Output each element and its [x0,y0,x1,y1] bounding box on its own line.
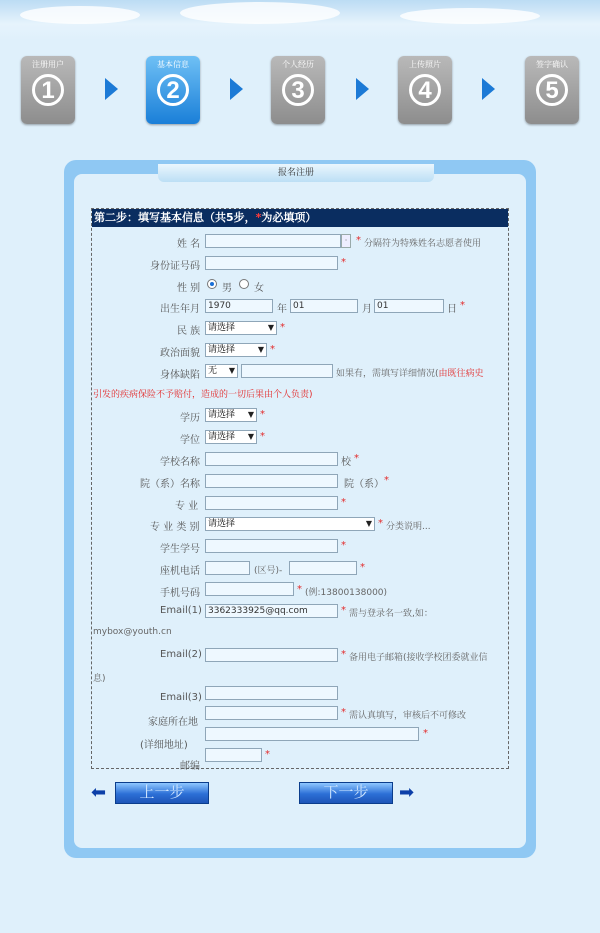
step-3-number: 3 [282,74,314,106]
disability-select[interactable]: 无 ▼ [205,364,238,378]
student-id-input[interactable] [205,539,338,553]
gender-female-radio[interactable] [239,279,249,289]
sky-banner [0,0,600,40]
address-input[interactable] [205,727,419,741]
email3-label: Email(3) [160,692,202,703]
name-label: 姓 名 [177,239,201,250]
home-label: 家庭所在地 [148,717,198,728]
student-id-label: 学生学号 [160,544,200,555]
gender-label: 性 别 [177,283,201,294]
name-separator-button[interactable]: · [341,234,351,248]
mobile-input[interactable] [205,582,294,596]
step-4 [398,56,452,124]
political-select[interactable]: 请选择 ▼ [205,343,267,357]
arrow-right-icon [105,78,118,100]
major-category-hint-link[interactable]: 分类说明... [386,522,431,532]
step-4-label: 上传照片 [409,60,441,69]
idcard-input[interactable] [205,256,338,270]
postcode-input[interactable] [205,748,262,762]
major-category-label: 专 业 类 别 [150,522,200,533]
area-hint: (区号)- [254,566,283,576]
panel-tab-title: 报名注册 [158,164,434,182]
birth-year-input[interactable]: 1970 [205,299,273,313]
mobile-label: 手机号码 [160,588,200,599]
required-mark: * [423,728,428,739]
college-input[interactable] [205,474,338,488]
ethnic-label: 民 族 [177,326,201,337]
prev-step-button[interactable]: 上一步 [115,782,209,804]
required-mark: * [260,409,265,420]
education-select[interactable]: 请选择 ▼ [205,408,257,422]
degree-label: 学位 [180,435,200,446]
birth-month-input[interactable]: 01 [290,299,358,313]
step-1-number: 1 [32,74,64,106]
email2-label: Email(2) [160,649,202,660]
arrow-right-icon [482,78,495,100]
name-hint: 分隔符为特殊姓名志愿者使用 [364,239,482,249]
school-suffix: 校 [341,457,351,468]
step-1-label: 注册用户 [32,60,64,69]
required-mark: * [384,475,389,486]
college-label: 院（系）名称 [140,479,200,490]
year-unit: 年 [277,304,287,315]
step-3 [271,56,325,124]
disability-detail-input[interactable] [241,364,333,378]
step-4-number: 4 [409,74,441,106]
address-label: (详细地址) [140,740,188,751]
step-2-number: 2 [157,74,189,106]
birth-day-input[interactable]: 01 [374,299,444,313]
mobile-hint: (例:13800138000) [305,588,388,598]
step-2 [146,56,200,124]
email1-hint: 需与登录名一致,如： [349,609,433,619]
gender-female-label: 女 [254,283,264,294]
required-mark: * [270,344,275,355]
required-mark: * [460,300,465,311]
gender-male-radio[interactable] [207,279,217,289]
progress-steps [0,56,600,126]
step-2-label: 基本信息 [157,60,189,69]
email1-label: Email(1) [160,605,202,616]
email2-hint: 备用电子邮箱(接收学校团委就业信 [349,653,488,663]
degree-select[interactable]: 请选择 ▼ [205,430,257,444]
school-input[interactable] [205,452,338,466]
step-1 [21,56,75,124]
home-hint: 需认真填写，审核后不可修改 [349,711,467,721]
ethnic-select[interactable]: 请选择 ▼ [205,321,277,335]
major-label: 专 业 [175,501,199,512]
next-step-button[interactable]: 下一步 [299,782,393,804]
major-category-select[interactable]: 请选择 ▼ [205,517,375,531]
required-mark: * [341,540,346,551]
required-mark: * [341,257,346,268]
required-mark: * [354,453,359,464]
landline-label: 座机电话 [160,566,200,577]
name-input[interactable] [205,234,341,248]
home-input[interactable] [205,706,338,720]
next-arrow-icon[interactable]: ➡ [399,782,415,803]
prev-arrow-icon[interactable]: ⬅ [91,782,107,803]
required-mark: * [360,562,365,573]
required-mark: * [356,235,361,246]
step-5-number: 5 [536,74,568,106]
step-5-label: 签字确认 [536,60,568,69]
birth-label: 出生年月 [160,304,200,315]
required-mark: * [260,431,265,442]
landline-number-input[interactable] [289,561,357,575]
required-mark: * [265,749,270,760]
disability-label: 身体缺陷 [160,370,200,381]
required-mark: * [280,322,285,333]
day-unit: 日 [447,304,457,315]
step-3-label: 个人经历 [282,60,314,69]
email1-input[interactable]: 3362333925@qq.com [205,604,338,618]
required-mark: * [341,707,346,718]
required-mark: * [297,584,302,595]
gender-male-label: 男 [222,283,232,294]
idcard-label: 身份证号码 [150,261,200,272]
political-label: 政治面貌 [160,348,200,359]
arrow-right-icon [230,78,243,100]
required-mark: * [378,518,383,529]
college-suffix: 院（系） [344,479,384,490]
landline-area-input[interactable] [205,561,250,575]
school-label: 学校名称 [160,457,200,468]
required-mark: * [341,497,346,508]
email2-input[interactable] [205,648,338,662]
arrow-right-icon [356,78,369,100]
email1-example: mybox@youth.cn [93,627,172,637]
form-title: 第二步：填写基本信息（共5步，*为必填项） [92,209,508,227]
disability-warning: 引发的疾病保险不予赔付，造成的一切后果由个人负责) [93,390,313,400]
email3-input[interactable] [205,686,338,700]
education-label: 学历 [180,413,200,424]
disability-hint: 如果有，需填写详细情况(由既往病史 [336,369,484,379]
required-mark: * [341,649,346,660]
email2-hint-continued: 息) [93,674,106,684]
required-mark: * [341,605,346,616]
major-input[interactable] [205,496,338,510]
postcode-label: 邮编 [180,761,200,772]
step-5 [525,56,579,124]
month-unit: 月 [362,304,372,315]
